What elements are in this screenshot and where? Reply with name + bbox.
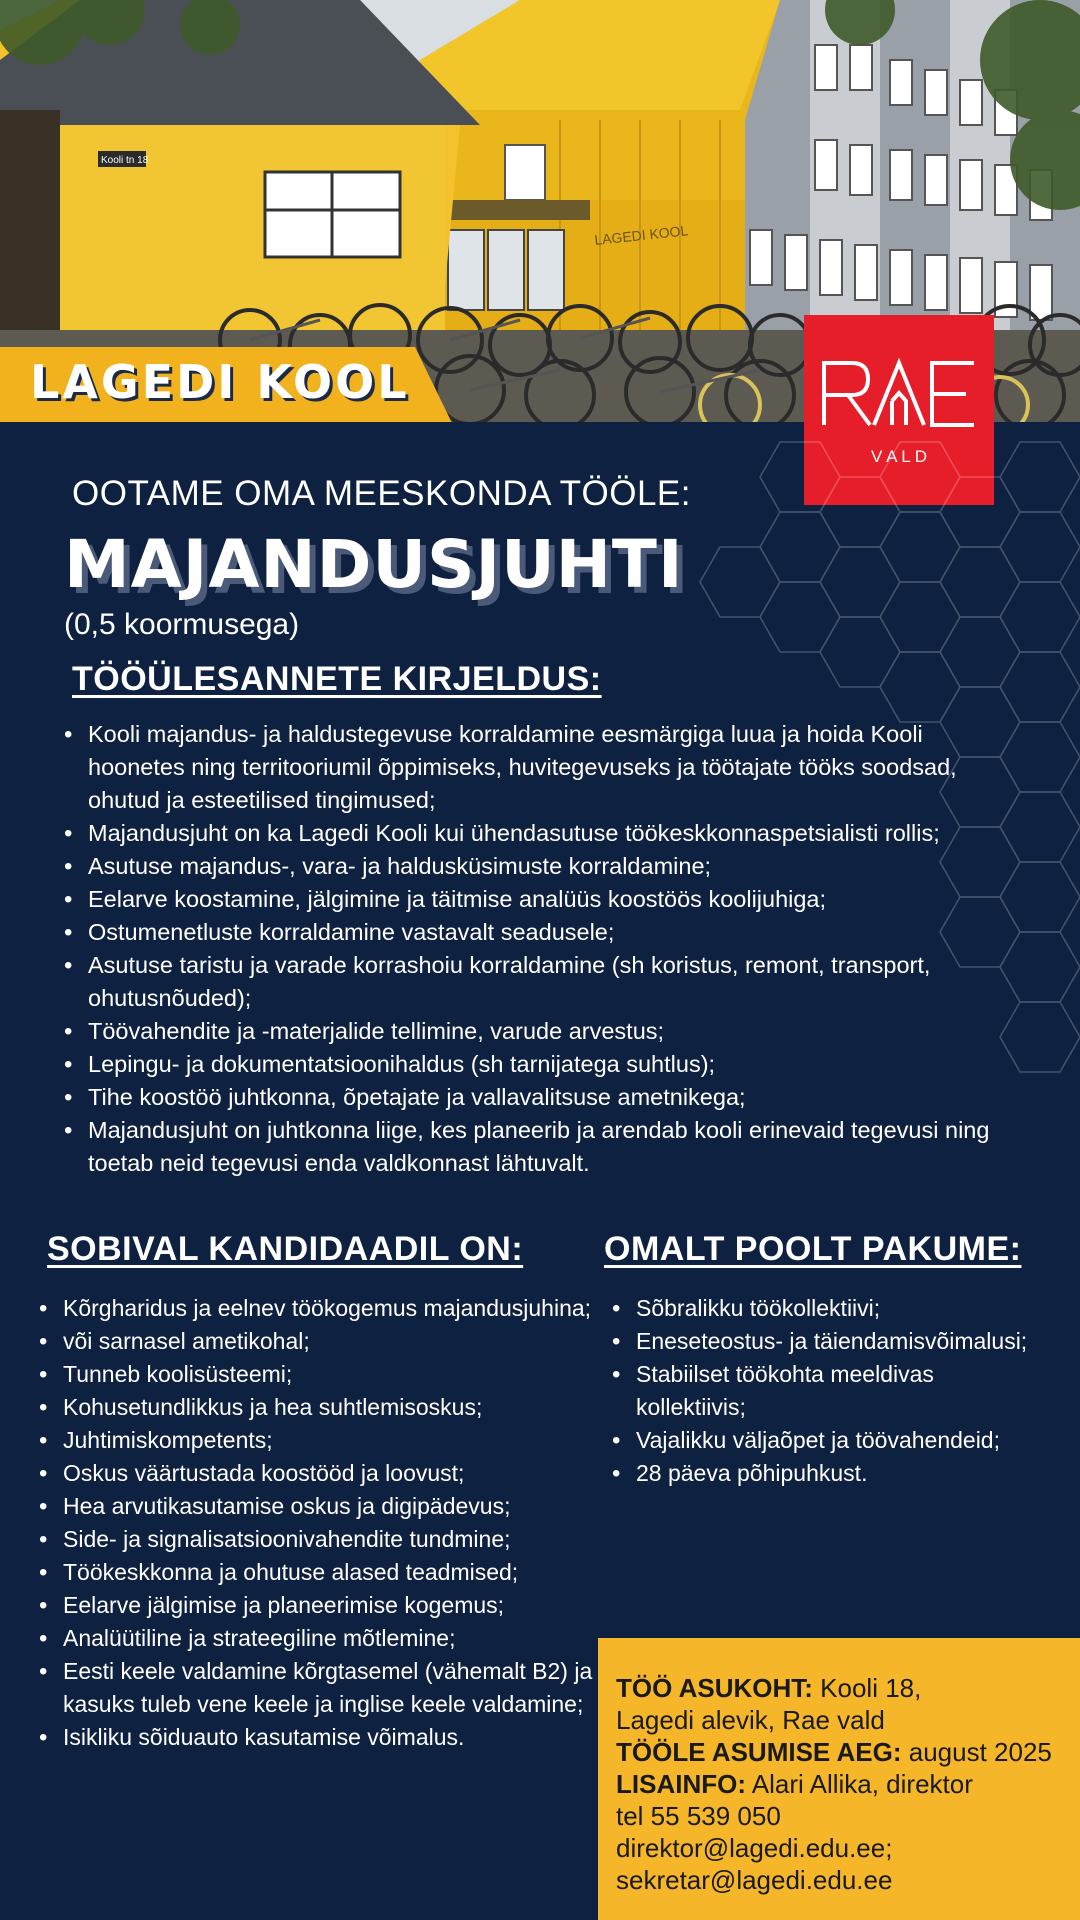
list-item: • Juhtimiskompetents; <box>37 1424 597 1457</box>
list-item: • Side- ja signalisatsioonivahendite tundmine; <box>37 1523 597 1556</box>
street-sign: Kooli tn 18 <box>101 155 149 166</box>
contact-info-box <box>598 1638 1080 1920</box>
email-director[interactable]: direktor@lagedi.edu.ee; <box>616 1833 893 1863</box>
list-item: • Majandusjuht on ka Lagedi Kooli kui ühendasutuse töökeskkonnaspetsialisti rollis; <box>62 817 1022 850</box>
list-item: • Eelarve koostamine, jälgimine ja täitmise analüüs koostöös koolijuhiga; <box>62 883 1022 916</box>
list-item: • Lepingu- ja dokumentatsioonihaldus (sh tarnijatega suhtlus); <box>62 1048 1022 1081</box>
list-item: • Asutuse taristu ja varade korrashoiu korraldamine (sh koristus, remont, transport, ohutusnõuded); <box>62 949 1022 1015</box>
contact-label: LISAINFO: <box>616 1769 746 1799</box>
list-item: • Isikliku sõiduauto kasutamise võimalus. <box>37 1721 597 1754</box>
list-item: • Eneseteostus- ja täiendamisvõimalusi; <box>610 1325 1030 1358</box>
school-name: LAGEDI KOOL <box>30 355 410 409</box>
duties-list <box>62 718 1022 1180</box>
contact-name: Alari Allika, direktor <box>751 1769 973 1799</box>
list-item: • Sõbralikku töökollektiivi; <box>610 1292 1030 1325</box>
list-item: • või sarnasel ametikohal; <box>37 1325 597 1358</box>
offer-heading: OMALT POOLT PAKUME: <box>604 1230 1022 1268</box>
workload-text: (0,5 koormusega) <box>64 608 300 641</box>
email-secretary[interactable]: sekretar@lagedi.edu.ee <box>616 1865 893 1895</box>
list-item: • Tihe koostöö juhtkonna, õpetajate ja vallavalitsuse ametnikega; <box>62 1081 1022 1114</box>
list-item: • Tunneb koolisüsteemi; <box>37 1358 597 1391</box>
list-item: • Eelarve jälgimise ja planeerimise kogemus; <box>37 1589 597 1622</box>
candidate-list <box>37 1292 597 1754</box>
list-item: • Stabiilset töökohta meeldivas kollektiivis; <box>610 1358 1030 1424</box>
location-label: TÖÖ ASUKOHT: <box>616 1673 813 1703</box>
logo-text-vald: V A L D <box>870 447 928 466</box>
location-value: Kooli 18, <box>820 1673 922 1703</box>
start-label: TÖÖLE ASUMISE AEG: <box>616 1737 902 1767</box>
contact-line <box>616 1768 1080 1800</box>
list-item: • Analüütiline ja strateegiline mõtlemine; <box>37 1622 597 1655</box>
list-item: • Majandusjuht on juhtkonna liige, kes planeerib ja arendab kooli erinevaid tegevusi ning toetab neid tegevusi enda valdkonnast lähtuvalt. <box>62 1114 1022 1180</box>
list-item: • Oskus väärtustada koostööd ja loovust; <box>37 1457 597 1490</box>
list-item: • Töökeskkonna ja ohutuse alased teadmised; <box>37 1556 597 1589</box>
location-line <box>616 1672 1080 1704</box>
location-line-2: Lagedi alevik, Rae vald <box>616 1705 885 1735</box>
intro-text: OOTAME OMA MEESKONDA TÖÖLE: <box>72 474 691 513</box>
list-item: • Kõrgharidus ja eelnev töökogemus majandusjuhina; <box>37 1292 597 1325</box>
start-line <box>616 1736 1080 1768</box>
offer-list <box>610 1292 1030 1490</box>
list-item: • Töövahendite ja -materjalide tellimine, varude arvestus; <box>62 1015 1022 1048</box>
duties-heading: TÖÖÜLESANNETE KIRJELDUS: <box>72 660 602 698</box>
list-item: • Vajalikku väljaõpet ja töövahendeid; <box>610 1424 1030 1457</box>
list-item: • Hea arvutikasutamise oskus ja digipädevus; <box>37 1490 597 1523</box>
list-item: • Eesti keele valdamine kõrgtasemel (vähemalt B2) ja kasuks tuleb vene keele ja inglise keele valdamine; <box>37 1655 597 1721</box>
list-item: • Ostumenetluste korraldamine vastavalt seadusele; <box>62 916 1022 949</box>
page-title: MAJANDUSJUHTI <box>64 526 684 603</box>
list-item: • Asutuse majandus-, vara- ja haldusküsimuste korraldamine; <box>62 850 1022 883</box>
start-value: august 2025 <box>908 1737 1052 1767</box>
facade-sign: LAGEDI KOOL <box>593 222 689 248</box>
list-item: • 28 päeva põhipuhkust. <box>610 1457 1030 1490</box>
phone: tel 55 539 050 <box>616 1801 781 1831</box>
list-item: • Kooli majandus- ja haldustegevuse korraldamine eesmärgiga luua ja hoida Kooli hoonetes ning territooriumil õppimiseks, huvitegevuseks ja töötajate tööks soodsad, ohutud ja esteetilised tingimused; <box>62 718 1022 817</box>
candidate-heading: SOBIVAL KANDIDAADIL ON: <box>47 1230 524 1268</box>
list-item: • Kohusetundlikkus ja hea suhtlemisoskus; <box>37 1391 597 1424</box>
